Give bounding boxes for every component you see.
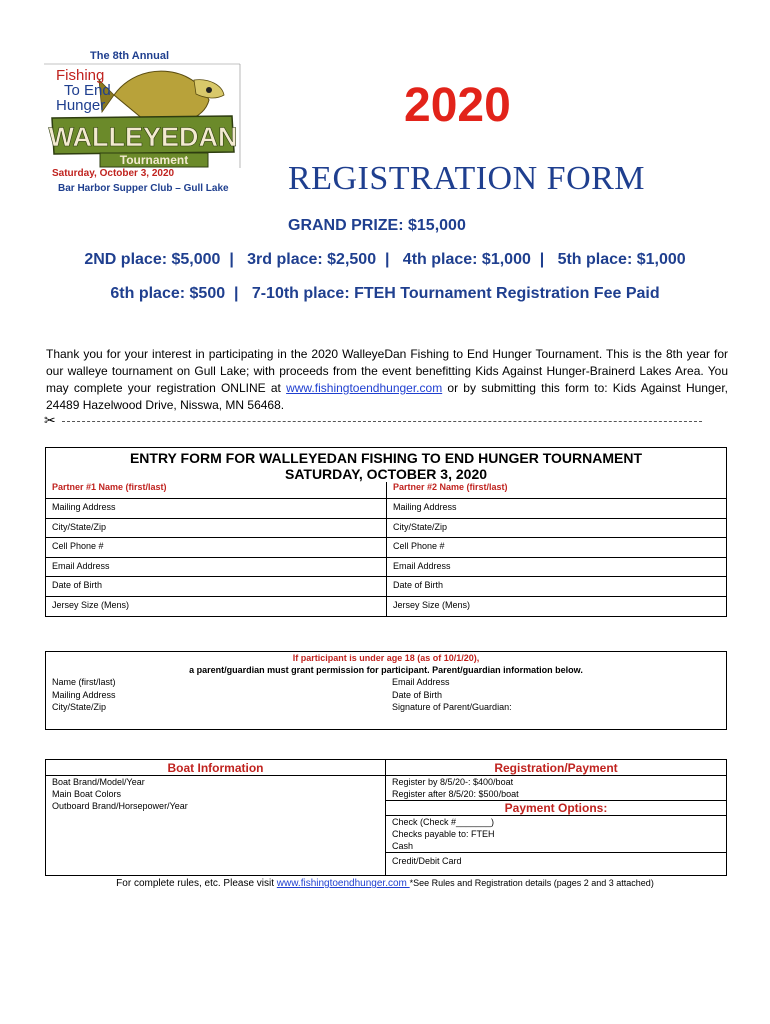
partner-name-row (46, 482, 726, 498)
guardian-signature-field[interactable]: Signature of Parent/Guardian: (392, 702, 512, 712)
payment-options (386, 815, 726, 852)
cash-option[interactable]: Cash (392, 841, 414, 851)
entry-row (46, 518, 726, 538)
partner1-phone-field[interactable]: Cell Phone # (52, 541, 104, 552)
entry-row (46, 596, 726, 616)
boat-brand-field[interactable]: Boat Brand/Model/Year (52, 777, 145, 787)
guardian-left-col (46, 676, 386, 714)
guardian-name-field[interactable]: Name (first/last) (52, 677, 116, 687)
prize-6th: 6th place: $500 (110, 285, 226, 302)
form-title: REGISTRATION FORM (288, 160, 646, 197)
outboard-field[interactable]: Outboard Brand/Horsepower/Year (52, 801, 188, 811)
partner2-name-field[interactable]: Partner #2 Name (first/last) (386, 482, 726, 498)
cut-line (62, 421, 702, 422)
card-option[interactable]: Credit/Debit Card (386, 852, 726, 867)
early-fee-option[interactable]: Register by 8/5/20-: $400/boat (392, 777, 514, 787)
boat-info-heading: Boat Information (167, 761, 264, 775)
logo-sub-text: Tournament (119, 153, 189, 167)
intro-text-2: or by submitting this form to: Kids Against Hunger, 24489 Hazelwood Drive, Nisswa, MN 56468. (46, 381, 728, 412)
guardian-email-field[interactable]: Email Address (392, 677, 450, 687)
prize-5th: 5th place: $1,000 (557, 251, 686, 268)
logo-date: Saturday, October 3, 2020 (52, 168, 175, 179)
partner1-mailing-address-field[interactable]: Mailing Address (52, 502, 116, 512)
partner2-city-field[interactable]: City/State/Zip (386, 519, 726, 538)
partner2-mailing-address-field[interactable]: Mailing Address (386, 499, 726, 518)
logo-line1: Fishing (56, 67, 105, 84)
boat-info-fields (46, 775, 385, 812)
boat-info-col (46, 760, 386, 875)
intro-text-1: Thank you for your interest in participating in the 2020 WalleyeDan Fishing to End Hunger Tournament. This is the 8th year for our walleye tournament on Gull Lake; with proceeds from the event benefitting Kids Against Hunger-Brainerd Lakes Area. You may complete your registration ONLINE at (46, 347, 728, 395)
late-fee-option[interactable]: Register after 8/5/20: $500/boat (392, 789, 519, 799)
boat-colors-field[interactable]: Main Boat Colors (52, 789, 122, 799)
guardian-heading-line1: If participant is under age 18 (as of 10/1/20), (292, 653, 480, 663)
logo-annual-text: The 8th Annual (90, 50, 170, 62)
entry-row (46, 576, 726, 596)
entry-heading-line1: ENTRY FORM FOR WALLEYEDAN FISHING TO END HUNGER TOURNAMENT (129, 450, 643, 466)
guardian-heading-line2: a parent/guardian must grant permission for participant. Parent/guardian information below. (189, 665, 583, 675)
prize-line-2: 6th place: $500 | 7-10th place: FTEH Tournament Registration Fee Paid (110, 285, 660, 302)
grand-prize: GRAND PRIZE: $15,000 (288, 217, 466, 234)
registration-col (386, 760, 726, 875)
boat-registration-section (45, 759, 727, 876)
payment-options-heading: Payment Options: (386, 800, 726, 815)
website-link[interactable]: www.fishingtoendhunger.com (286, 381, 443, 395)
logo-brand-text: WALLEYEDAN (48, 122, 238, 152)
entry-heading-line2: SATURDAY, OCTOBER 3, 2020 (284, 466, 488, 482)
partner2-phone-field[interactable]: Cell Phone # (386, 538, 726, 557)
prize-line-1: 2ND place: $5,000 | 3rd place: $2,500 | 4th place: $1,000 | 5th place: $1,000 (84, 251, 686, 268)
partner2-jersey-field[interactable]: Jersey Size (Mens) (386, 597, 726, 616)
partner1-city-field[interactable]: City/State/Zip (52, 521, 107, 532)
partner1-dob-field[interactable]: Date of Birth (52, 580, 103, 591)
partner2-email-field[interactable]: Email Address (386, 558, 726, 577)
guardian-section (45, 651, 727, 730)
guardian-dob-field[interactable]: Date of Birth (392, 689, 443, 700)
entry-row (46, 498, 726, 518)
guardian-heading (46, 652, 726, 676)
guardian-city-field[interactable]: City/State/Zip (52, 702, 107, 712)
entry-row (46, 537, 726, 557)
footer-website-link[interactable]: www.fishingtoendhunger.com (276, 878, 410, 889)
partner1-email-field[interactable]: Email Address (52, 560, 110, 571)
check-option[interactable]: Check (Check #_______) (392, 817, 495, 827)
guardian-fields (46, 676, 726, 714)
entry-form (45, 447, 727, 617)
registration-heading: Registration/Payment (494, 761, 618, 775)
prize-3rd: 3rd place: $2,500 (247, 251, 377, 268)
prize-7-10th: 7-10th place: FTEH Tournament Registration Fee Paid (251, 285, 660, 302)
guardian-right-col (386, 676, 726, 714)
logo-line3: Hunger (56, 97, 106, 114)
guardian-address-field[interactable]: Mailing Address (52, 689, 116, 700)
partner1-jersey-field[interactable]: Jersey Size (Mens) (52, 599, 130, 610)
registration-fees (386, 775, 726, 800)
logo-line2: To End (64, 82, 111, 99)
prize-2nd: 2ND place: $5,000 (84, 251, 221, 268)
entry-row (46, 557, 726, 577)
partner1-name-field[interactable]: Partner #1 Name (first/last) (52, 482, 167, 492)
prize-4th: 4th place: $1,000 (402, 251, 531, 268)
footer-note: *See Rules and Registration details (pages 2 and 3 attached) (409, 878, 654, 888)
payable-to-text: Checks payable to: FTEH (392, 829, 495, 839)
intro-paragraph (46, 346, 728, 414)
scissors-icon: ✂ (44, 412, 56, 428)
logo-place: Bar Harbor Supper Club – Gull Lake (58, 183, 229, 194)
footer (0, 878, 770, 889)
year-heading: 2020 (404, 79, 511, 132)
footer-text: For complete rules, etc. Please visit (116, 878, 277, 889)
entry-heading (46, 448, 726, 482)
partner2-dob-field[interactable]: Date of Birth (386, 577, 726, 596)
